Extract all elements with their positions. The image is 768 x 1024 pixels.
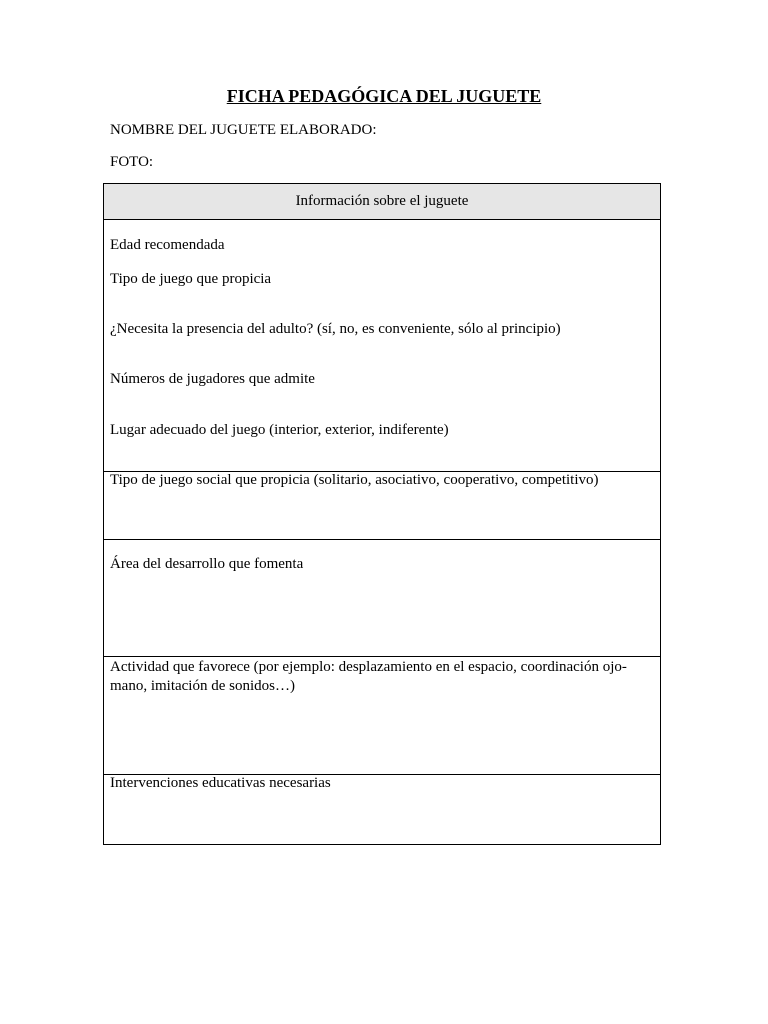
page-title: FICHA PEDAGÓGICA DEL JUGUETE	[226, 86, 542, 106]
social-play-label: Tipo de juego social que propicia (solitario, asociativo, cooperativo, competitivo)	[110, 472, 599, 488]
adult-presence-label: ¿Necesita la presencia del adulto? (sí, no, es conveniente, sólo al principio)	[110, 321, 561, 337]
toy-information-table	[103, 183, 661, 845]
toy-name-label: NOMBRE DEL JUGUETE ELABORADO:	[110, 122, 377, 138]
development-area-section	[104, 540, 660, 657]
activity-section	[104, 657, 660, 775]
interventions-section	[104, 775, 660, 844]
play-place-label: Lugar adecuado del juego (interior, exterior, indiferente)	[110, 422, 449, 438]
number-of-players-label: Números de jugadores que admite	[110, 371, 315, 387]
interventions-label: Intervenciones educativas necesarias	[110, 775, 331, 791]
table-header: Información sobre el juguete	[104, 184, 660, 220]
general-info-section	[104, 220, 660, 472]
activity-label-line-2: mano, imitación de sonidos…)	[110, 678, 295, 694]
activity-label-line-1: Actividad que favorece (por ejemplo: desplazamiento en el espacio, coordinación ojo-	[110, 659, 627, 675]
play-type-label: Tipo de juego que propicia	[110, 271, 272, 287]
recommended-age-label: Edad recomendada	[110, 237, 225, 253]
development-area-label: Área del desarrollo que fomenta	[110, 556, 304, 572]
activity-label	[110, 658, 652, 696]
photo-label: FOTO:	[110, 154, 154, 170]
social-play-section	[104, 472, 660, 540]
